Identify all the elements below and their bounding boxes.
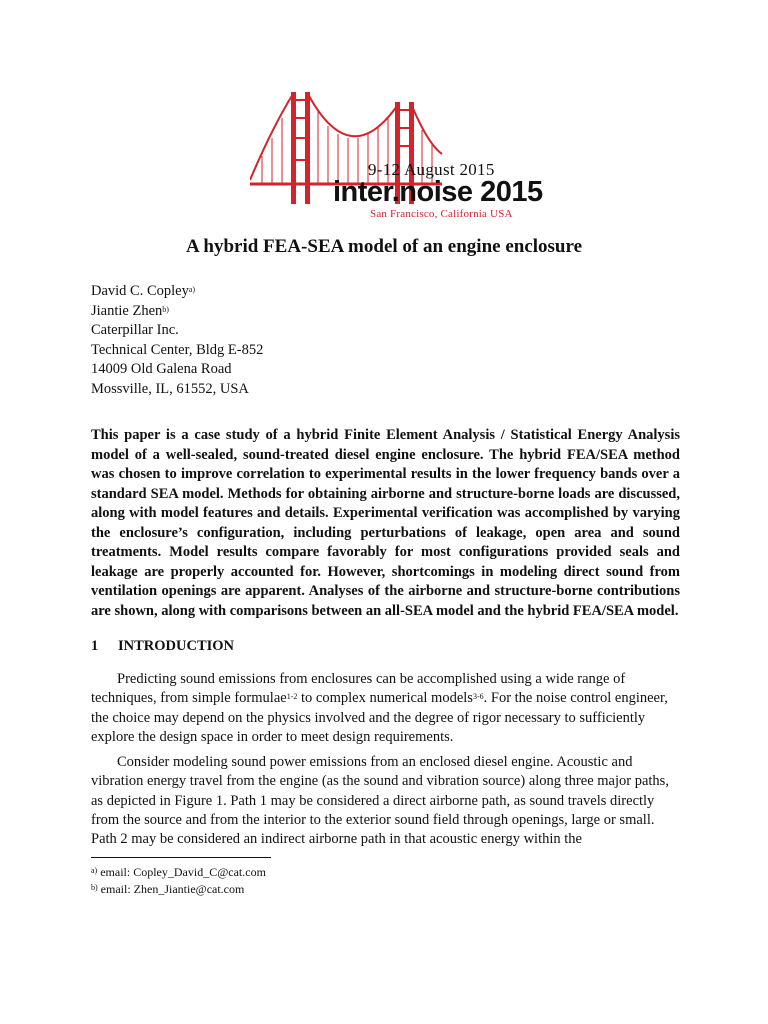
affiliation-line: Technical Center, Bldg E-852	[91, 341, 264, 358]
affiliation-line: Caterpillar Inc.	[91, 322, 179, 338]
paper-title: A hybrid FEA-SEA model of an engine enclosure	[185, 236, 583, 257]
affiliation-line: Mossville, IL, 61552, USA	[91, 380, 249, 397]
conference-location: San Francisco, California USA	[370, 208, 513, 220]
paragraph	[91, 670, 680, 747]
conference-logo	[250, 84, 543, 224]
footnote-text: email: Zhen_Jiantie@cat.com	[97, 882, 245, 896]
footnote-mark: b)	[91, 883, 98, 892]
footnote	[91, 881, 266, 898]
author-1	[91, 282, 263, 302]
author-name: Jiantie Zhen	[91, 302, 163, 319]
conference-dates: 9-12 August 2015	[368, 160, 495, 179]
affiliation-line: 14009 Old Galena Road	[91, 361, 232, 377]
paragraph-text: Predicting sound emissions from enclosures can be accomplished using a wide range of techniques, from simple formulae	[91, 671, 626, 707]
footnote-text: email: Copley_David_C@cat.com	[97, 865, 266, 879]
paragraph-text: . For the noise control engineer, the choice may depend on the physics involved and the degree of rigor necessary to sufficiently explore the design space in order to meet design requirements.	[91, 690, 668, 745]
citation: 1-2	[286, 692, 298, 702]
footnote-divider	[91, 857, 271, 858]
conference-name: inter.noise 2015	[333, 176, 543, 208]
section-title: INTRODUCTION	[118, 638, 235, 654]
footnote	[91, 864, 266, 881]
abstract: This paper is a case study of a hybrid Finite Element Analysis / Statistical Energy Analysis model of a well-sealed, sound-treated diesel engine enclosure. The hybrid FEA/SEA method was chosen to improve correlation to experimental results in the lower frequency bands over a standard SEA model. Methods for obtaining airborne and structure-borne loads are discussed, along with model features and details. Experimental verification was accomplished by varying the enclosure’s configuration, including perturbations of leakage, open area and sound treatments. Model results compare favorably for most configurations provided seals and leakage are properly accounted for. However, shortcomings in modeling direct sound from ventilation openings are apparent. Analyses of the airborne and structure-borne contributions are shown, along with comparisons between an all-SEA model and the hybrid FEA/SEA model.	[91, 427, 680, 619]
author-block	[91, 282, 263, 399]
footnotes	[91, 864, 266, 898]
paragraph-text: to complex numerical models	[297, 690, 473, 707]
section-heading	[91, 638, 234, 655]
section-number: 1	[91, 638, 99, 654]
author-name: David C. Copley	[91, 283, 189, 299]
body-text	[91, 670, 680, 856]
footnote-mark: a)	[91, 866, 98, 875]
author-mark: a)	[188, 285, 196, 294]
author-2	[91, 302, 263, 322]
author-mark: b)	[162, 304, 169, 314]
paragraph: Consider modeling sound power emissions from an enclosed diesel engine. Acoustic and vibration energy travel from the engine (as the sound and vibration source) along three major paths, as depicted in Figure 1. Path 1 may be considered a direct airborne path, as sound travels directly from the source and from the interior to the exterior sound field through openings, large or small. Path 2 may be considered an indirect airborne path in that acoustic energy within the	[91, 754, 669, 848]
citation: 3-6	[472, 692, 484, 702]
